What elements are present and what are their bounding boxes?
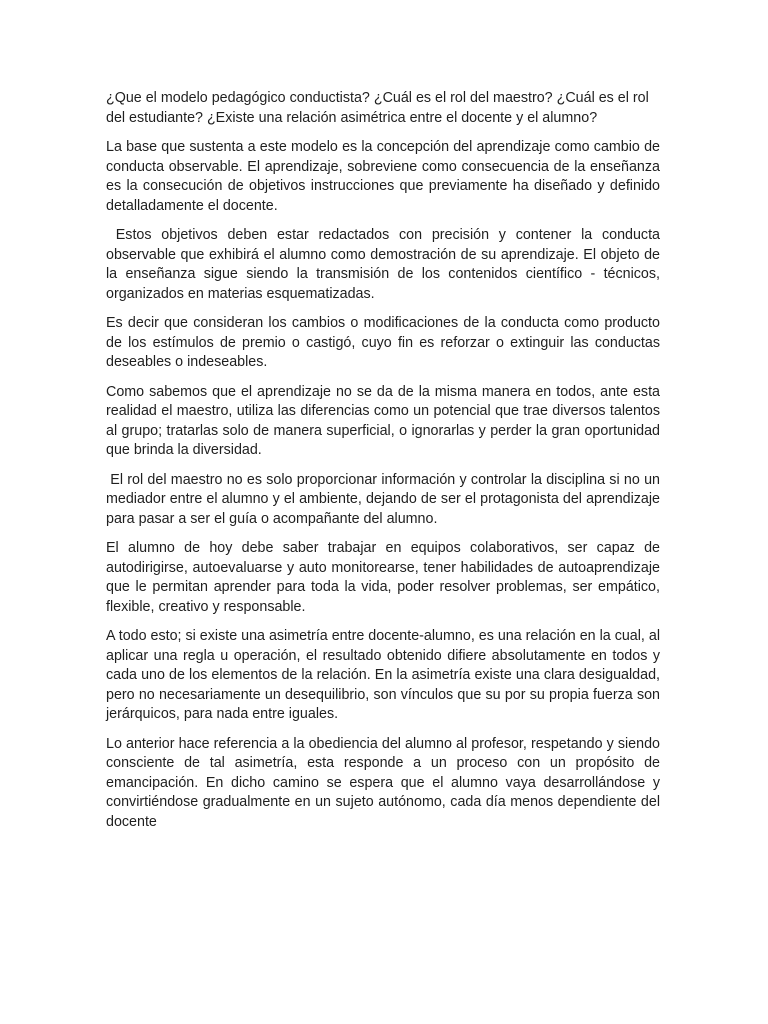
paragraph-behavior-changes: Es decir que consideran los cambios o modificaciones de la conducta como producto de los estímulos de premio o castigó, cuyo fin es reforzar o extinguir las conductas deseables o indeseables.	[106, 315, 664, 370]
paragraph-teacher-role: El rol del maestro no es solo proporcionar información y controlar la disciplina si no un mediador entre el alumno y el ambiente, dejando de ser el protagonista del aprendizaje para pasar a ser el guía o acompañante del alumno.	[106, 471, 664, 527]
paragraph-student-role: El alumno de hoy debe saber trabajar en equipos colaborativos, ser capaz de autodirigirse, autoevaluarse y auto monitorearse, tener habilidades de autoaprendizaje que le permitan aprender para toda la vida, poder resolver problemas, ser empático, flexible, creativo y responsable.	[106, 540, 664, 615]
paragraph-objectives: Estos objetivos deben estar redactados con precisión y contener la conducta observable que exhibirá el alumno como demostración de su aprendizaje. El objeto de la enseñanza sigue siendo la transmisión de los contenidos científico - técnicos, organizados en materias esquematizadas.	[106, 227, 664, 302]
paragraph-obedience: Lo anterior hace referencia a la obediencia del alumno al profesor, respetando y siendo consciente de tal asimetría, esta responde a un proceso con un propósito de emancipación. En dicho camino se espera que el alumno vaya desarrollándose y convirtiéndose gradualmente en un sujeto autónomo, cada día menos dependiente del docente	[106, 735, 664, 830]
paragraph-questions: ¿Que el modelo pedagógico conductista? ¿Cuál es el rol del maestro? ¿Cuál es el rol del estudiante? ¿Existe una relación asimétrica entre el docente y el alumno?	[106, 90, 653, 126]
paragraph-diversity: Como sabemos que el aprendizaje no se da de la misma manera en todos, ante esta realidad el maestro, utiliza las diferencias como un potencial que trae diversos talentos al grupo; tratarlas solo de manera superficial, o ignorarlas y perder la gran oportunidad que brinda la diversidad.	[106, 383, 664, 458]
paragraph-base-model: La base que sustenta a este modelo es la concepción del aprendizaje como cambio de conducta observable. El aprendizaje, sobreviene como consecuencia de la enseñanza es la consecución de objetivos instrucciones que previamente ha diseñado y definido detalladamente el docente.	[106, 139, 664, 214]
paragraph-asymmetry: A todo esto; si existe una asimetría entre docente-alumno, es una relación en la cual, al aplicar una regla u operación, el resultado obtenido difiere absolutamente en todos y cada uno de los elementos de la relación. En la asimetría existe una clara desigualdad, pero no necesariamente un desequilibrio, son vínculos que su por su propia fuerza son jerárquicos, para nada entre iguales.	[106, 628, 664, 722]
document-body	[106, 89, 664, 842]
